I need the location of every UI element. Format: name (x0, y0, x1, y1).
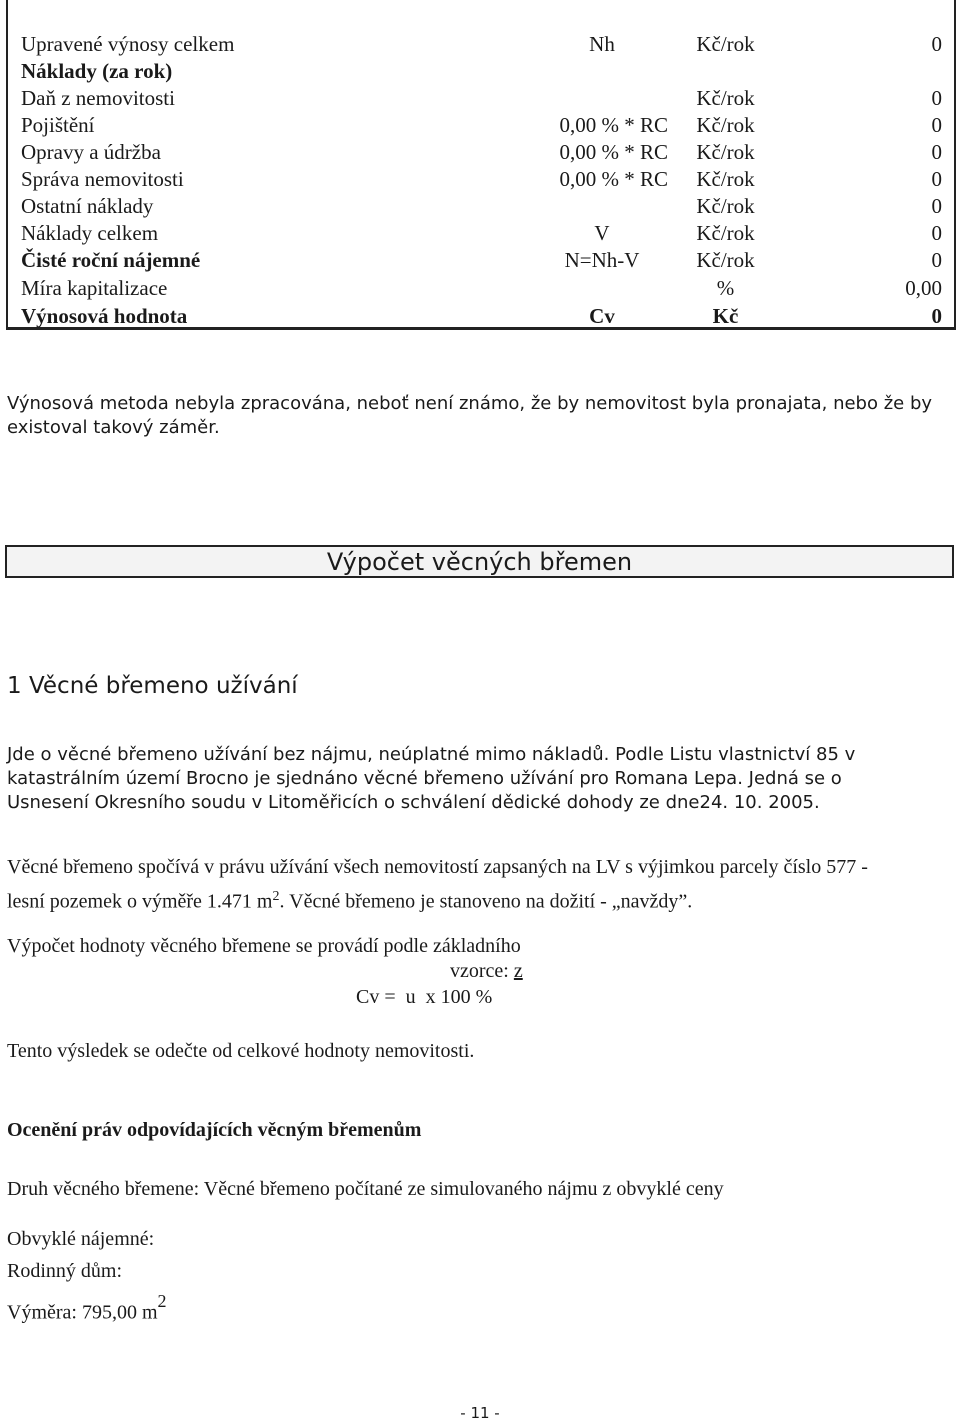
easement-description: Jde o věcné břemeno užívání bez nájmu, neúplatné mimo nákladů. Podle Listu vlastnictví 85 v katastrálním území Brocno je sjednáno věcné břemeno užívání pro Romana Lepa. Jedná se o Usnesení Okresního soudu v Litoměřicích o schválení dědické dohody ze dne24. 10. 2005. (7, 744, 856, 813)
easement-scope-text: Věcné břemeno spočívá v právu užívání všech nemovitostí zapsaných na LV s výjimkou parcely číslo 577 - lesní pozemek o výměře 1.471 m (7, 856, 868, 913)
row-value: 0 (931, 32, 942, 56)
row-formula: Nh (589, 32, 615, 56)
easement-type: Druh věcného břemene: Věcné břemeno počítané ze simulovaného nájmu z obvyklé ceny (7, 1178, 724, 1200)
row-label: Náklady celkem (21, 221, 159, 245)
row-value: 0 (931, 113, 942, 137)
table-row (8, 303, 954, 330)
row-formula: 0,00 % * RC (559, 167, 668, 191)
usual-rent-label: Obvyklé nájemné: (7, 1228, 155, 1250)
section-title: Výpočet věcných břemen (326, 548, 633, 576)
row-formula: N=Nh-V (564, 248, 640, 272)
row-value: 0 (931, 140, 942, 164)
row-label: Čisté roční nájemné (21, 248, 201, 272)
table-row (8, 58, 954, 85)
row-unit: Kč/rok (696, 167, 755, 191)
area-unit-superscript: 2 (272, 889, 280, 904)
page-number: - 11 - (460, 1404, 500, 1422)
row-value: 0,00 (905, 276, 942, 300)
formula-main: Cv = u x 100 % (356, 986, 493, 1008)
row-value: 0 (931, 248, 942, 272)
table-row (8, 275, 954, 302)
area-superscript: 2 (157, 1291, 167, 1311)
row-label: Ostatní náklady (21, 194, 154, 218)
formula-label (450, 958, 523, 984)
row-label: Výnosová hodnota (21, 304, 188, 328)
area-line (7, 1290, 953, 1328)
row-unit: Kč/rok (696, 221, 755, 245)
table-row (8, 166, 954, 193)
row-unit: Kč/rok (696, 248, 755, 272)
subsection-title: 1 Věcné břemeno užívání (7, 673, 298, 699)
row-unit: Kč/rok (696, 113, 755, 137)
row-label: Pojištění (21, 113, 95, 137)
table-row (8, 31, 954, 58)
row-label: Upravené výnosy celkem (21, 32, 235, 56)
row-unit: Kč/rok (696, 86, 755, 110)
table-row (8, 85, 954, 112)
formula-numerator: z (513, 960, 523, 982)
row-formula: V (594, 221, 610, 245)
row-label (21, 58, 172, 85)
row-value: 0 (931, 194, 942, 218)
easement-scope (7, 852, 907, 917)
family-house-label: Rodinný dům: (7, 1260, 123, 1282)
row-unit: Kč/rok (696, 140, 755, 164)
row-unit: Kč/rok (696, 32, 755, 56)
section-banner (5, 545, 954, 578)
income-method-note: Výnosová metoda nebyla zpracována, neboť není známo, že by nemovitost byla pronajata, nebo že by existoval takový záměr. (7, 393, 933, 438)
row-label: Správa nemovitosti (21, 167, 184, 191)
row-label: Opravy a údržba (21, 140, 161, 164)
formula-label-text: vzorce: (450, 960, 509, 982)
rights-heading: Ocenění práv odpovídajících věcným břemenům (7, 1119, 422, 1141)
row-formula: 0,00 % * RC (559, 140, 668, 164)
row-unit: Kč (712, 304, 739, 328)
area-label: Výměra: 795,00 m (7, 1301, 158, 1324)
income-table (6, 0, 956, 330)
table-row (8, 220, 954, 247)
row-value: 0 (931, 221, 942, 245)
table-row (8, 247, 954, 274)
table-row (8, 193, 954, 220)
table-row (8, 112, 954, 139)
row-formula: 0,00 % * RC (559, 113, 668, 137)
result-note: Tento výsledek se odečte od celkové hodnoty nemovitosti. (7, 1040, 475, 1062)
formula-intro: Výpočet hodnoty věcného břemene se provádí podle základního (7, 935, 521, 957)
row-value: 0 (931, 86, 942, 110)
row-formula: Cv (589, 304, 615, 328)
row-unit: % (716, 276, 735, 300)
row-label: Míra kapitalizace (21, 276, 168, 300)
row-unit: Kč/rok (696, 194, 755, 218)
row-value: 0 (931, 304, 942, 328)
row-label-bold: Náklady (za rok) (21, 59, 173, 83)
easement-scope-text-end: . Věcné břemeno je stanoveno na dožití - „navždy”. (279, 890, 693, 913)
row-label: Daň z nemovitosti (21, 86, 175, 110)
table-row (8, 139, 954, 166)
row-value: 0 (931, 167, 942, 191)
